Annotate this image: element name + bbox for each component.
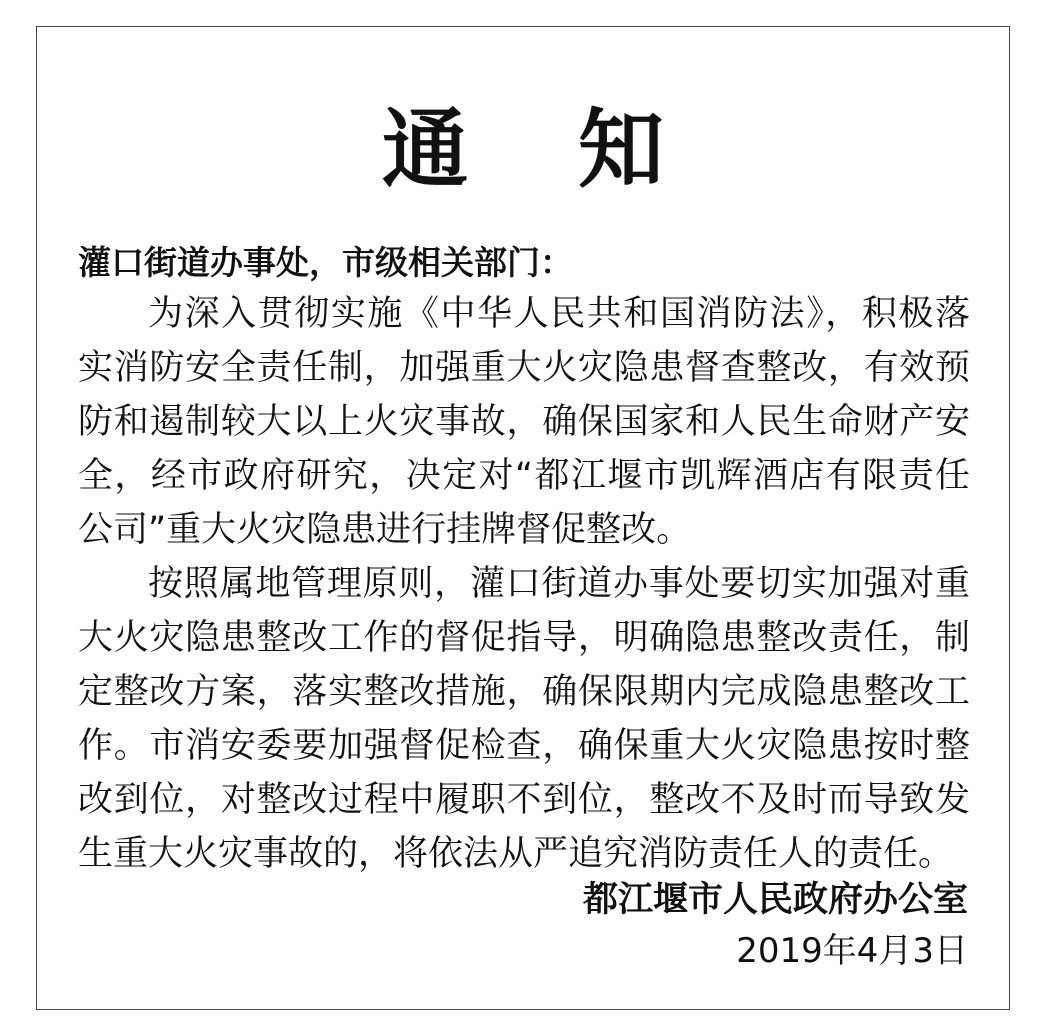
salutation: 灌口街道办事处，市级相关部门： [78,243,573,282]
signature-block [583,875,968,977]
body-paragraph-2: 按照属地管理原则，灌口街道办事处要切实加强对重大火灾隐患整改工作的督促指导，明确隐患整改责任，制定整改方案，落实整改措施，确保限期内完成隐患整改工作。市消安委要加强督促检查，确保重大火灾隐患按时整改到位，对整改过程中履职不到位，整改不及时而导致发生重大火灾事故的，将依法从严追究消防责任人的责任。 [78,564,970,874]
notice-frame [36,26,1010,1010]
notice-body [78,287,970,881]
issue-date: 2019年4月3日 [736,931,968,971]
notice-title: 通 知 [382,99,704,200]
issuer-name: 都江堰市人民政府办公室 [582,880,968,920]
body-paragraph-1: 为深入贯彻实施《中华人民共和国消防法》，积极落实消防安全责任制，加强重大火灾隐患督查整改，有效预防和遏制较大以上火灾事故，确保国家和人民生命财产安全，经市政府研究，决定对“都江堰市凯辉酒店有限责任公司”重大火灾隐患进行挂牌督促整改。 [78,294,970,550]
